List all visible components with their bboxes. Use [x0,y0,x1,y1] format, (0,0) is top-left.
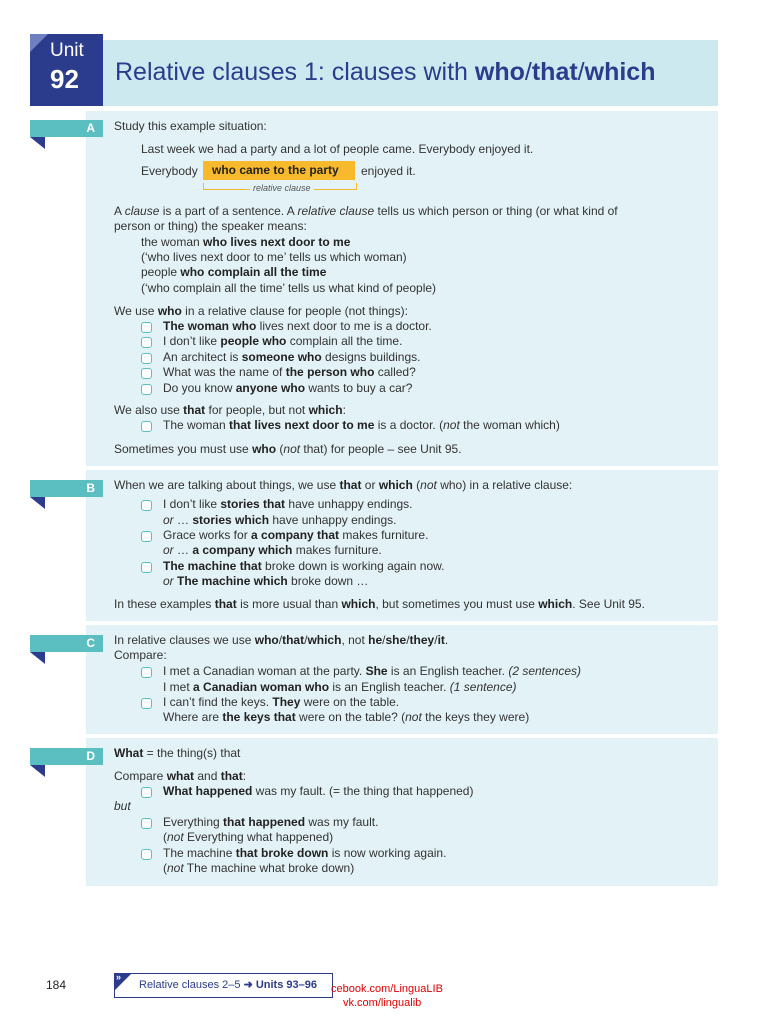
bullet-icon [141,818,152,829]
watermark-line-1: cebook.com/LinguaLIB [331,983,443,995]
section-d-tab: D [30,748,103,765]
bullet-icon [141,368,152,379]
a-definition-2: person or thing) the speaker means: [114,219,307,233]
b-line-2: or … stories which have unhappy endings. [163,513,397,527]
d-line-2: Everything that happened was my fault. [163,815,379,829]
bullet-icon [141,322,152,333]
unit-number: 92 [50,64,79,94]
section-c-tab: C [30,635,103,652]
c-line-3: I can’t find the keys. They were on the table. [163,695,400,709]
a-meaning-3: people who complain all the time [141,265,327,279]
bullet-icon [141,698,152,709]
bullet-icon [141,353,152,364]
relative-clause-label: relative clause [250,183,314,193]
bullet-icon [141,531,152,542]
bullet-icon [141,337,152,348]
a-must-note: Sometimes you must use who (not that) for people – see Unit 95. [114,442,462,456]
unit-corner-shape [30,34,48,52]
a-example-1: Last week we had a party and a lot of people came. Everybody enjoyed it. [141,142,534,156]
bullet-icon [141,384,152,395]
bullet-icon [141,849,152,860]
bullet-icon [141,421,152,432]
b-line-5: The machine that broke down is working again now. [163,559,445,573]
a-example-b6: The woman that lives next door to me is a doctor. (not the woman which) [163,418,560,432]
a-meaning-4: (‘who complain all the time’ tells us what kind of people) [141,281,437,295]
d-but: but [114,799,131,813]
cross-reference-link[interactable]: » Relative clauses 2–5 ➜ Units 93–96 [114,973,333,998]
d-line-4: The machine that broke down is now working again. [163,846,447,860]
a-example-2-start: Everybody [141,164,198,178]
c-compare: Compare: [114,648,167,662]
relative-clause-highlight: who came to the party [203,161,355,180]
d-intro: What = the thing(s) that [114,746,241,760]
bullet-icon [141,667,152,678]
bullet-icon [141,787,152,798]
a-meaning-2: (‘who lives next door to me’ tells us which woman) [141,250,407,264]
d-line-1: What happened was my fault. (= the thing that happened) [163,784,474,798]
title-bar [103,40,718,106]
a-example-b1: The woman who lives next door to me is a doctor. [163,319,432,333]
section-a-tab: A [30,120,103,137]
a-that-intro: We also use that for people, but not which: [114,403,346,417]
a-meaning-1: the woman who lives next door to me [141,235,351,249]
c-intro: In relative clauses we use who/that/which, not he/she/they/it. [114,633,449,647]
d-compare: Compare what and that: [114,769,247,783]
b-note: In these examples that is more usual than which, but sometimes you must use which. See Unit 95. [114,597,645,611]
a-example-b3: An architect is someone who designs buildings. [163,350,421,364]
unit-word: Unit [50,40,84,61]
bullet-icon [141,500,152,511]
section-d-corner [30,765,45,777]
a-example-b5: Do you know anyone who wants to buy a car? [163,381,413,395]
page-title: Relative clauses 1: clauses with who/that/which [115,58,656,86]
c-line-1: I met a Canadian woman at the party. She is an English teacher. (2 sentences) [163,664,582,678]
a-definition-1: A clause is a part of a sentence. A relative clause tells us which person or thing (or what kind of [114,204,618,218]
a-who-intro: We use who in a relative clause for people (not things): [114,304,408,318]
b-intro: When we are talking about things, we use that or which (not who) in a relative clause: [114,478,573,492]
b-line-6: or The machine which broke down … [163,574,369,588]
b-line-4: or … a company which makes furniture. [163,543,382,557]
b-line-3: Grace works for a company that makes furniture. [163,528,429,542]
d-line-5: (not The machine what broke down) [163,861,355,875]
c-line-4: Where are the keys that were on the table? (not the keys they were) [163,710,530,724]
b-line-1: I don’t like stories that have unhappy endings. [163,497,413,511]
section-b-tab: B [30,480,103,497]
a-example-2-end: enjoyed it. [361,164,416,178]
a-intro: Study this example situation: [114,119,267,133]
section-a-corner [30,137,45,149]
a-example-b4: What was the name of the person who called? [163,365,416,379]
section-b-corner [30,497,45,509]
watermark-line-2: vk.com/lingualib [343,997,422,1009]
section-c-corner [30,652,45,664]
cross-reference-text: Relative clauses 2–5 ➜ Units 93–96 [139,979,317,991]
page-number: 184 [46,978,67,992]
a-example-b2: I don’t like people who complain all the time. [163,334,403,348]
d-line-3: (not Everything what happened) [163,830,334,844]
bullet-icon [141,562,152,573]
c-line-2: I met a Canadian woman who is an English teacher. (1 sentence) [163,680,517,694]
